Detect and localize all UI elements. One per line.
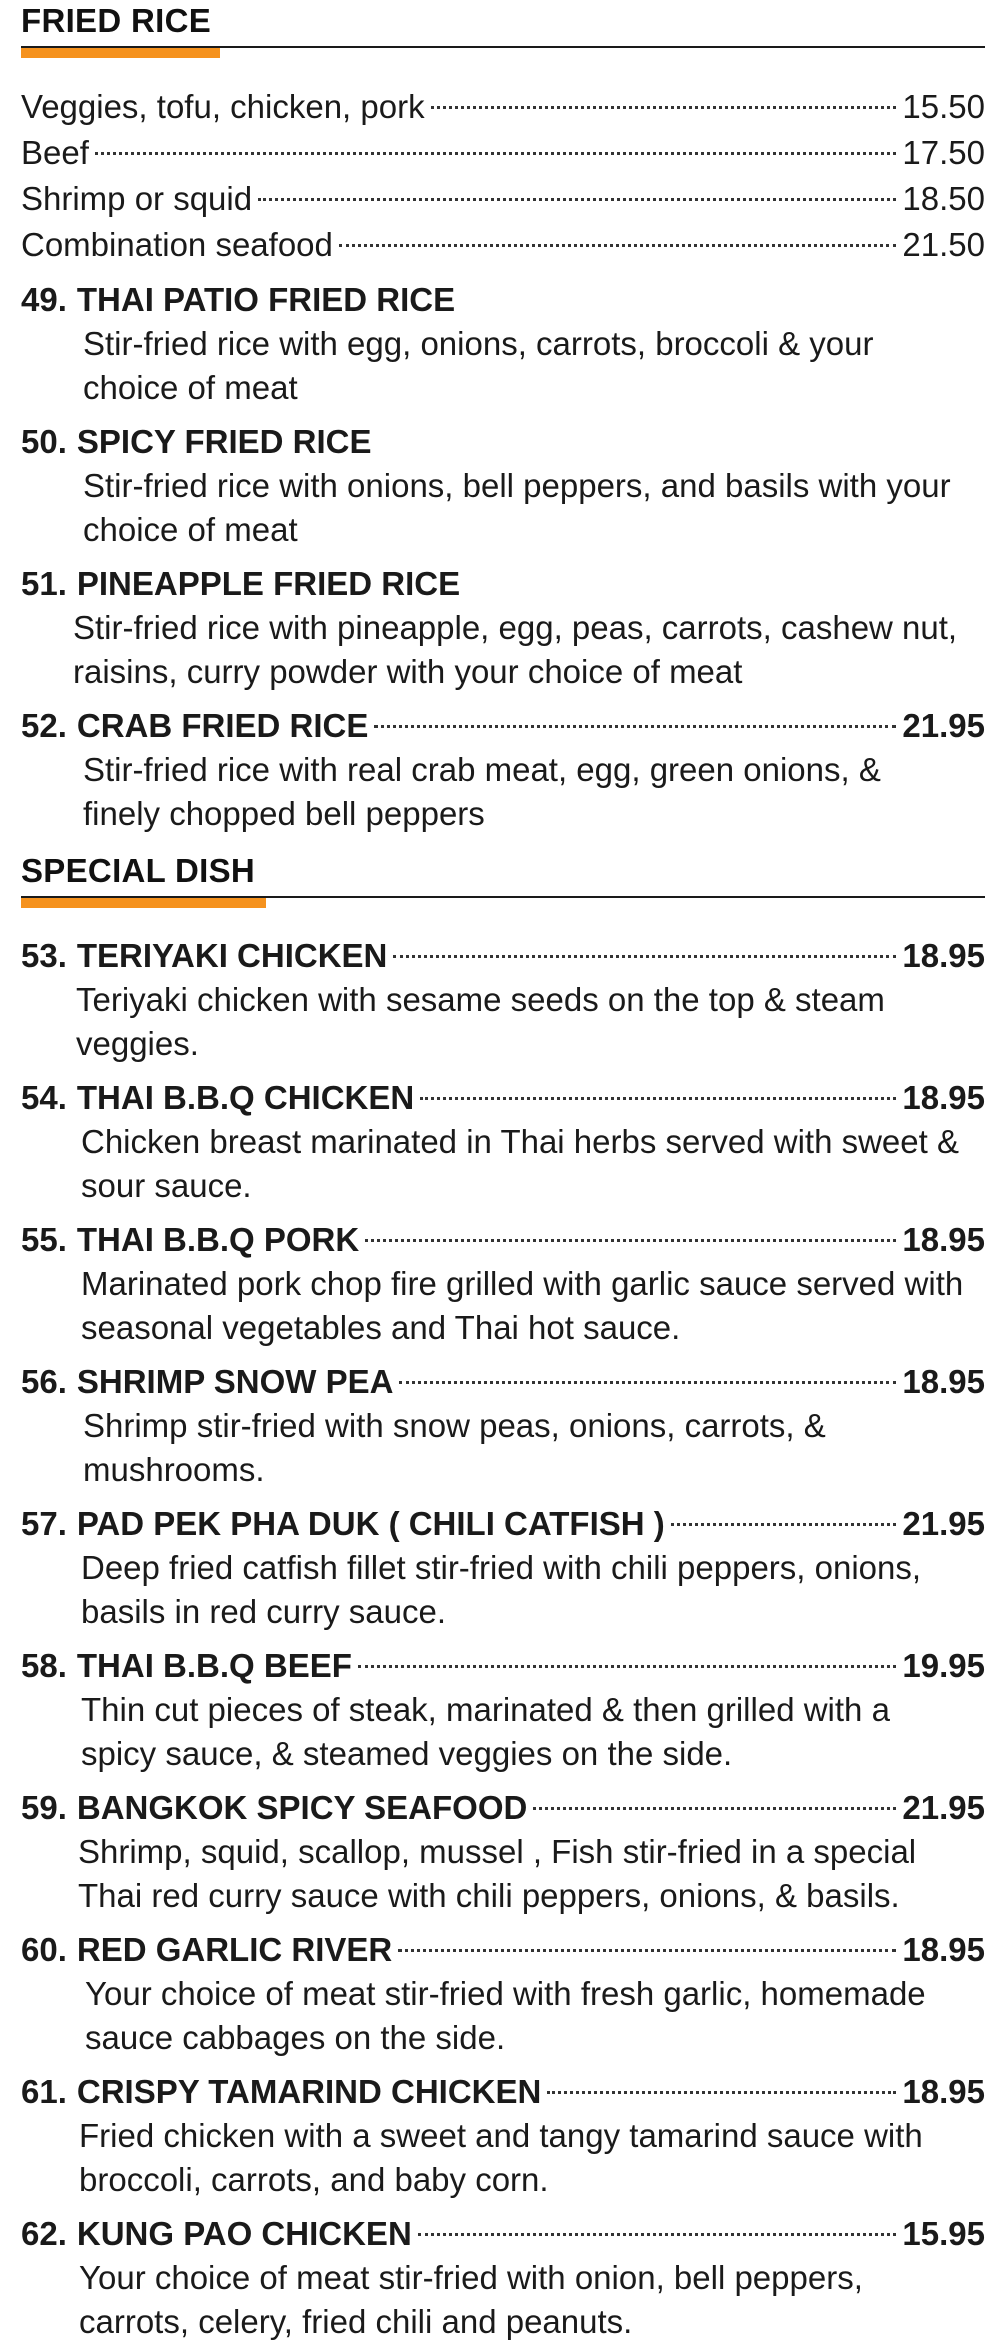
dot-leader [420, 1097, 896, 1100]
menu-item-price: 15.95 [902, 2215, 985, 2252]
dot-leader [547, 2091, 896, 2094]
price-row-price: 17.50 [902, 134, 985, 171]
menu-item-name: THAI B.B.Q BEEF [76, 1647, 352, 1684]
dot-leader [258, 198, 896, 201]
dot-leader [365, 1239, 896, 1242]
price-row-label: Beef [21, 134, 89, 171]
menu-item-description: Stir-fried rice with onions, bell peppers, and basils with your choice of meat [83, 467, 951, 548]
menu-item-name: SHRIMP SNOW PEA [76, 1363, 394, 1400]
section-header [21, 0, 985, 60]
menu-item [21, 704, 985, 836]
dot-leader [393, 955, 896, 958]
menu-item-header [21, 1644, 985, 1688]
price-row-price: 21.50 [902, 226, 985, 263]
dot-leader [95, 152, 897, 155]
header-accent-bar [21, 48, 220, 58]
menu-item-description: Stir-fried rice with egg, onions, carrots, broccoli & your choice of meat [83, 325, 874, 406]
menu-item-number: 55. [21, 1221, 67, 1258]
menu-item-name: BANGKOK SPICY SEAFOOD [76, 1789, 528, 1826]
menu-item [21, 1928, 985, 2060]
menu-item [21, 1218, 985, 1350]
menu-item-price: 18.95 [902, 2073, 985, 2110]
dot-leader [431, 106, 897, 109]
menu-item-number: 60. [21, 1931, 67, 1968]
dot-leader [374, 725, 896, 728]
menu-item-header [21, 2070, 985, 2114]
menu-item-header [21, 420, 985, 464]
menu-item-name: SPICY FRIED RICE [76, 423, 372, 460]
menu-item-description: Chicken breast marinated in Thai herbs served with sweet & sour sauce. [81, 1123, 959, 1204]
menu-item [21, 1076, 985, 1208]
menu-item-number: 50. [21, 423, 67, 460]
menu-item-header [21, 2212, 985, 2256]
menu-item-description: Stir-fried rice with pineapple, egg, peas, carrots, cashew nut, raisins, curry powder with your choice of meat [73, 609, 958, 690]
menu-item-number: 52. [21, 707, 67, 744]
menu-item-number: 53. [21, 937, 67, 974]
price-row-label: Veggies, tofu, chicken, pork [21, 88, 425, 125]
menu-item [21, 1644, 985, 1776]
menu-item-name: THAI PATIO FRIED RICE [76, 281, 456, 318]
price-row-price: 15.50 [902, 88, 985, 125]
menu-page [21, 0, 985, 2344]
menu-item-number: 49. [21, 281, 67, 318]
menu-item-price: 18.95 [902, 1931, 985, 1968]
menu-item-header [21, 1218, 985, 1262]
menu-item-header [21, 704, 985, 748]
menu-item-header [21, 1786, 985, 1830]
section-title: SPECIAL DISH [21, 852, 256, 889]
menu-item-number: 56. [21, 1363, 67, 1400]
menu-item [21, 278, 985, 410]
menu-item-header [21, 1360, 985, 1404]
menu-item [21, 1502, 985, 1634]
menu-item-description: Marinated pork chop fire grilled with garlic sauce served with seasonal vegetables and Thai hot sauce. [81, 1265, 964, 1346]
menu-item-description: Your choice of meat stir-fried with fresh garlic, homemade sauce cabbages on the side. [85, 1975, 926, 2056]
menu-item-name: THAI B.B.Q PORK [76, 1221, 360, 1258]
price-row [21, 222, 985, 268]
menu-item [21, 1360, 985, 1492]
menu-item-number: 62. [21, 2215, 67, 2252]
dot-leader [399, 1381, 896, 1384]
menu-item-description: Your choice of meat stir-fried with onion, bell peppers, carrots, celery, fried chili and peanuts. [79, 2259, 863, 2340]
menu-item-number: 59. [21, 1789, 67, 1826]
menu-item-name: KUNG PAO CHICKEN [76, 2215, 412, 2252]
menu-item-header [21, 1076, 985, 1120]
section-title: FRIED RICE [21, 2, 212, 39]
menu-item-name: TERIYAKI CHICKEN [76, 937, 388, 974]
menu-item-description: Fried chicken with a sweet and tangy tamarind sauce with broccoli, carrots, and baby corn. [79, 2117, 923, 2198]
price-row-price: 18.50 [902, 180, 985, 217]
header-accent-bar [21, 898, 266, 908]
menu-item-number: 61. [21, 2073, 67, 2110]
dot-leader [398, 1949, 896, 1952]
menu-item-name: CRAB FRIED RICE [76, 707, 369, 744]
menu-item [21, 1786, 985, 1918]
menu-item-price: 21.95 [902, 1505, 985, 1542]
dot-leader [533, 1807, 896, 1810]
menu-item [21, 420, 985, 552]
menu-item-price: 18.95 [902, 937, 985, 974]
price-row-label: Shrimp or squid [21, 180, 253, 217]
menu-item-price: 21.95 [902, 1789, 985, 1826]
menu-item-name: CRISPY TAMARIND CHICKEN [76, 2073, 542, 2110]
price-row-label: Combination seafood [21, 226, 333, 263]
menu-item-description: Thin cut pieces of steak, marinated & then grilled with a spicy sauce, & steamed veggies on the side. [81, 1691, 890, 1772]
menu-item-header [21, 278, 985, 322]
menu-item [21, 2212, 985, 2344]
menu-item-name: THAI B.B.Q CHICKEN [76, 1079, 415, 1116]
menu-item [21, 2070, 985, 2202]
menu-item-price: 18.95 [902, 1363, 985, 1400]
price-row [21, 176, 985, 222]
menu-item [21, 934, 985, 1066]
section-fried-rice [21, 0, 985, 836]
menu-item-price: 18.95 [902, 1079, 985, 1116]
price-row [21, 130, 985, 176]
dot-leader [418, 2233, 897, 2236]
menu-item-description: Shrimp stir-fried with snow peas, onions, carrots, & mushrooms. [83, 1407, 826, 1488]
price-list [21, 84, 985, 268]
menu-item-name: PAD PEK PHA DUK ( CHILI CATFISH ) [76, 1505, 665, 1542]
menu-item-price: 19.95 [902, 1647, 985, 1684]
section-special-dish [21, 850, 985, 2344]
menu-item-name: PINEAPPLE FRIED RICE [76, 565, 461, 602]
menu-item-number: 58. [21, 1647, 67, 1684]
dot-leader [358, 1665, 897, 1668]
dot-leader [339, 244, 897, 247]
section-header [21, 850, 985, 910]
menu-item-header [21, 1502, 985, 1546]
menu-item-number: 57. [21, 1505, 67, 1542]
menu-item-description: Teriyaki chicken with sesame seeds on the top & steam veggies. [76, 981, 885, 1062]
menu-item [21, 562, 985, 694]
menu-item-number: 51. [21, 565, 67, 602]
menu-item-price: 21.95 [902, 707, 985, 744]
menu-item-description: Deep fried catfish fillet stir-fried with chili peppers, onions, basils in red curry sauce. [81, 1549, 922, 1630]
menu-item-description: Stir-fried rice with real crab meat, egg, green onions, & finely chopped bell peppers [83, 751, 881, 832]
menu-item-name: RED GARLIC RIVER [76, 1931, 393, 1968]
dot-leader [671, 1523, 897, 1526]
menu-item-header [21, 934, 985, 978]
price-row [21, 84, 985, 130]
menu-item-description: Shrimp, squid, scallop, mussel , Fish stir-fried in a special Thai red curry sauce with chili peppers, onions, & basils. [78, 1833, 917, 1914]
menu-item-number: 54. [21, 1079, 67, 1116]
menu-item-header [21, 1928, 985, 1972]
menu-item-header [21, 562, 985, 606]
menu-item-price: 18.95 [902, 1221, 985, 1258]
